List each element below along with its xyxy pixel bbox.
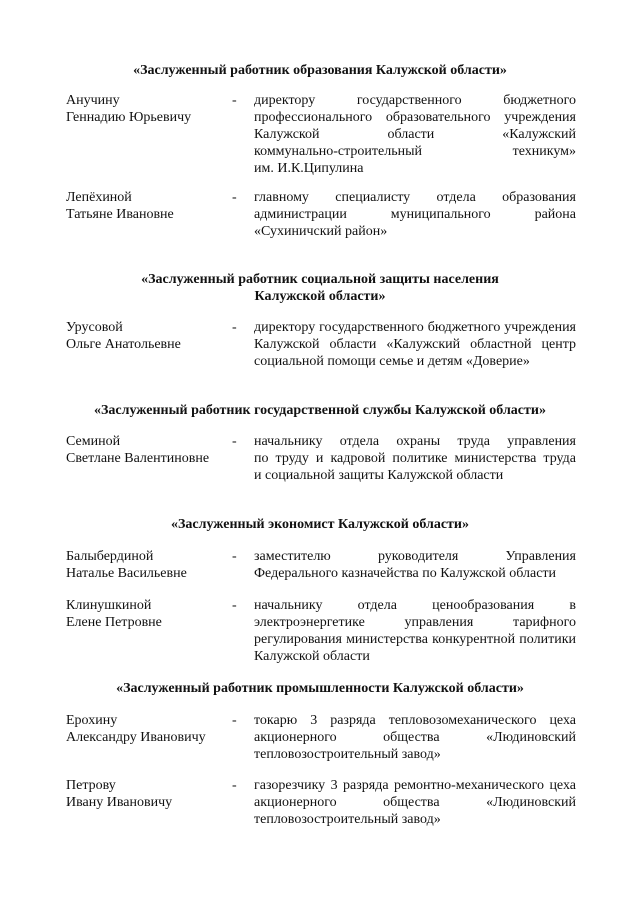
recipient-name-line: Светлане Валентиновне <box>66 451 210 466</box>
separator-dash: - <box>232 598 237 613</box>
recipient-position-line: начальнику отдела ценообразования в <box>254 598 576 613</box>
recipient-name <box>66 433 209 467</box>
recipient-position-line: электроэнергетике управления тарифного <box>254 615 576 630</box>
recipient-position-line: Федерального казначейства по Калужской области <box>254 566 557 581</box>
recipient-position-line: токарю 3 разряда тепловозомеханического цеха <box>254 713 576 728</box>
recipient-name <box>66 319 181 353</box>
recipient-position <box>254 189 576 240</box>
recipient-name <box>66 597 162 631</box>
separator-dash: - <box>232 549 237 564</box>
recipient-position-line: им. И.К.Ципулина <box>254 161 364 176</box>
recipient-position <box>254 319 576 370</box>
section-title-line: «Заслуженный работник государственной службы Калужской области» <box>94 403 546 418</box>
separator-dash: - <box>232 190 237 205</box>
recipient-position <box>254 92 576 177</box>
recipient-position-line: профессионального образовательного учреждения <box>254 110 576 125</box>
recipient-position-line: Калужской области «Калужский <box>254 127 576 142</box>
recipient-position-line: газорезчику 3 разряда ремонтно-механического цеха <box>254 778 576 793</box>
section-title-line: «Заслуженный работник промышленности Калужской области» <box>116 681 524 696</box>
recipient-position-line: «Сухиничский район» <box>254 224 388 239</box>
recipient-name-line: Наталье Васильевне <box>66 566 187 581</box>
recipient-position <box>254 597 576 665</box>
recipient-position-line: коммунально-строительный техникум» <box>254 144 576 159</box>
separator-dash: - <box>232 778 237 793</box>
recipient-name-line: Анучину <box>66 93 120 108</box>
recipient-name <box>66 712 206 746</box>
section-title <box>0 62 640 79</box>
section-title-line: «Заслуженный работник социальной защиты населения <box>141 272 499 287</box>
separator-dash: - <box>232 713 237 728</box>
recipient-name-line: Петрову <box>66 778 116 793</box>
recipient-position <box>254 433 576 484</box>
recipient-name-line: Семиной <box>66 434 121 449</box>
section-title-line: «Заслуженный работник образования Калужской области» <box>133 63 507 78</box>
separator-dash: - <box>232 320 237 335</box>
section-title <box>0 680 640 697</box>
recipient-position-line: начальнику отдела охраны труда управления <box>254 434 576 449</box>
recipient-name-line: Геннадию Юрьевичу <box>66 110 192 125</box>
recipient-name-line: Ерохину <box>66 713 118 728</box>
recipient-position-line: заместителю руководителя Управления <box>254 549 576 564</box>
section-title <box>0 402 640 419</box>
recipient-position <box>254 777 576 828</box>
section-title <box>0 271 640 305</box>
section-title <box>0 516 640 533</box>
recipient-position-line: Калужской области «Калужский областной центр <box>254 337 576 352</box>
recipient-position-line: и социальной защиты Калужской области <box>254 468 504 483</box>
recipient-name-line: Урусовой <box>66 320 123 335</box>
recipient-name-line: Александру Ивановичу <box>66 730 206 745</box>
recipient-position-line: директору государственного бюджетного учреждения <box>254 320 576 335</box>
recipient-name <box>66 548 187 582</box>
separator-dash: - <box>232 434 237 449</box>
recipient-position-line: акционерного общества «Людиновский <box>254 730 576 745</box>
recipient-position-line: регулирования министерства конкурентной политики <box>254 632 576 647</box>
recipient-name <box>66 189 174 223</box>
recipient-position-line: главному специалисту отдела образования <box>254 190 576 205</box>
recipient-position-line: администрации муниципального района <box>254 207 576 222</box>
recipient-name-line: Клинушкиной <box>66 598 152 613</box>
recipient-name <box>66 777 172 811</box>
section-title-line: Калужской области» <box>254 289 386 304</box>
recipient-position <box>254 548 576 582</box>
recipient-position-line: социальной помощи семье и детям «Доверие» <box>254 354 530 369</box>
recipient-name-line: Лепёхиной <box>66 190 132 205</box>
recipient-position <box>254 712 576 763</box>
recipient-name-line: Балыбердиной <box>66 549 154 564</box>
recipient-name-line: Ивану Ивановичу <box>66 795 173 810</box>
section-title-line: «Заслуженный экономист Калужской области» <box>171 517 469 532</box>
recipient-name-line: Елене Петровне <box>66 615 162 630</box>
recipient-position-line: тепловозостроительный завод» <box>254 812 441 827</box>
recipient-name-line: Татьяне Ивановне <box>66 207 174 222</box>
recipient-name-line: Ольге Анатольевне <box>66 337 181 352</box>
separator-dash: - <box>232 93 237 108</box>
recipient-position-line: акционерного общества «Людиновский <box>254 795 576 810</box>
recipient-position-line: по труду и кадровой политике министерства труда <box>254 451 576 466</box>
recipient-name <box>66 92 191 126</box>
recipient-position-line: тепловозостроительный завод» <box>254 747 441 762</box>
recipient-position-line: директору государственного бюджетного <box>254 93 576 108</box>
recipient-position-line: Калужской области <box>254 649 370 664</box>
